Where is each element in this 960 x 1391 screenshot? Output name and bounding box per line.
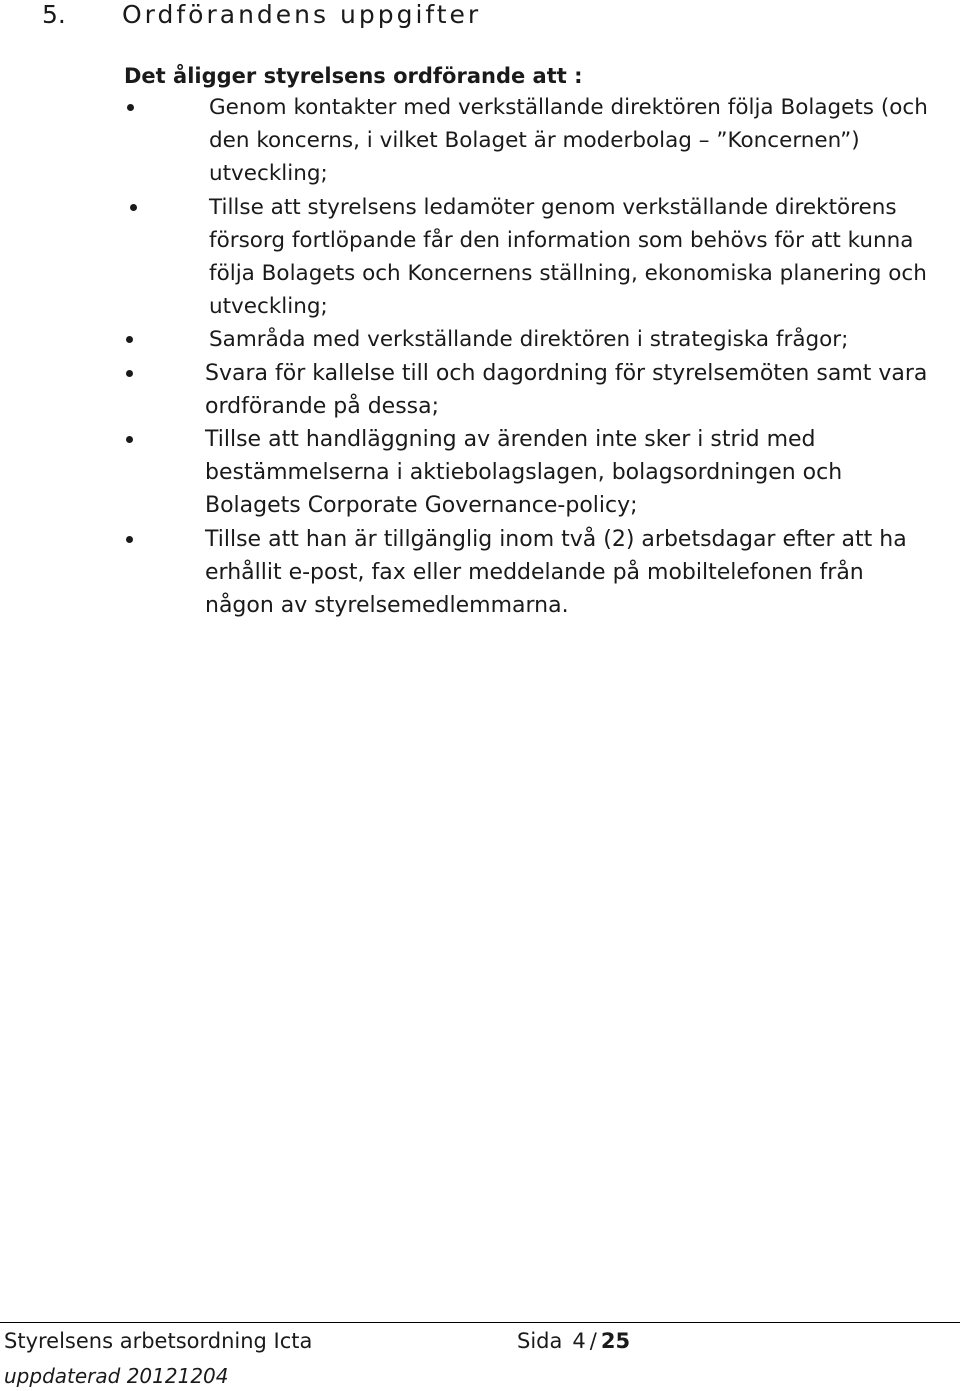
footer-updated-date: uppdaterad 20121204 <box>4 1364 229 1388</box>
intro-text: Det åligger styrelsens ordförande att : <box>124 64 583 88</box>
bullet-icon <box>126 536 133 543</box>
item-line: Bolagets Corporate Governance-policy; <box>205 493 638 519</box>
page-number <box>517 1326 630 1356</box>
item-line: Tillse att handläggning av ärenden inte sker i strid med <box>205 427 816 453</box>
section-number: 5. <box>42 0 66 29</box>
page-label: Sida <box>517 1329 563 1353</box>
list-item <box>0 423 928 523</box>
list-item <box>0 91 928 191</box>
page-current: 4 <box>572 1329 586 1353</box>
list-item <box>0 357 928 423</box>
page-total: 25 <box>600 1329 631 1353</box>
item-line: följa Bolagets och Koncernens ställning, ekonomiska planering och <box>209 261 927 287</box>
bullet-icon <box>130 204 137 211</box>
item-line: någon av styrelsemedlemmarna. <box>205 593 569 619</box>
section-heading <box>42 0 481 30</box>
footer-document-title: Styrelsens arbetsordning Icta <box>4 1329 313 1353</box>
item-line: utveckling; <box>209 294 328 320</box>
item-line: försorg fortlöpande får den information som behövs för att kunna <box>209 227 914 253</box>
list-item <box>0 323 928 356</box>
bullet-icon <box>126 370 133 377</box>
list-item <box>0 523 928 623</box>
item-line: utveckling; <box>209 161 328 187</box>
list-item <box>0 191 928 324</box>
duties-list <box>0 91 928 622</box>
item-line: Tillse att styrelsens ledamöter genom verkställande direktörens <box>209 194 897 220</box>
section-title: Ordförandens uppgifter <box>122 0 482 29</box>
item-line: ordförande på dessa; <box>205 393 440 419</box>
item-line: bestämmelserna i aktiebolagslagen, bolagsordningen och <box>205 460 843 486</box>
item-line: erhållit e-post, fax eller meddelande på mobiltelefonen från <box>205 559 864 585</box>
item-line: Genom kontakter med verkställande direktören följa Bolagets (och <box>209 95 928 120</box>
item-line: Samråda med verkställande direktören i strategiska frågor; <box>209 327 849 353</box>
item-line: Svara för kallelse till och dagordning för styrelsemöten samt vara <box>205 360 928 386</box>
item-line: den koncerns, i vilket Bolaget är moderbolag – ”Koncernen”) <box>209 128 860 154</box>
bullet-icon <box>127 104 134 111</box>
footer-divider <box>0 1322 960 1323</box>
bullet-icon <box>126 436 133 443</box>
item-line: Tillse att han är tillgänglig inom två (2) arbetsdagar efter att ha <box>205 526 907 552</box>
page-separator: / <box>589 1329 597 1353</box>
